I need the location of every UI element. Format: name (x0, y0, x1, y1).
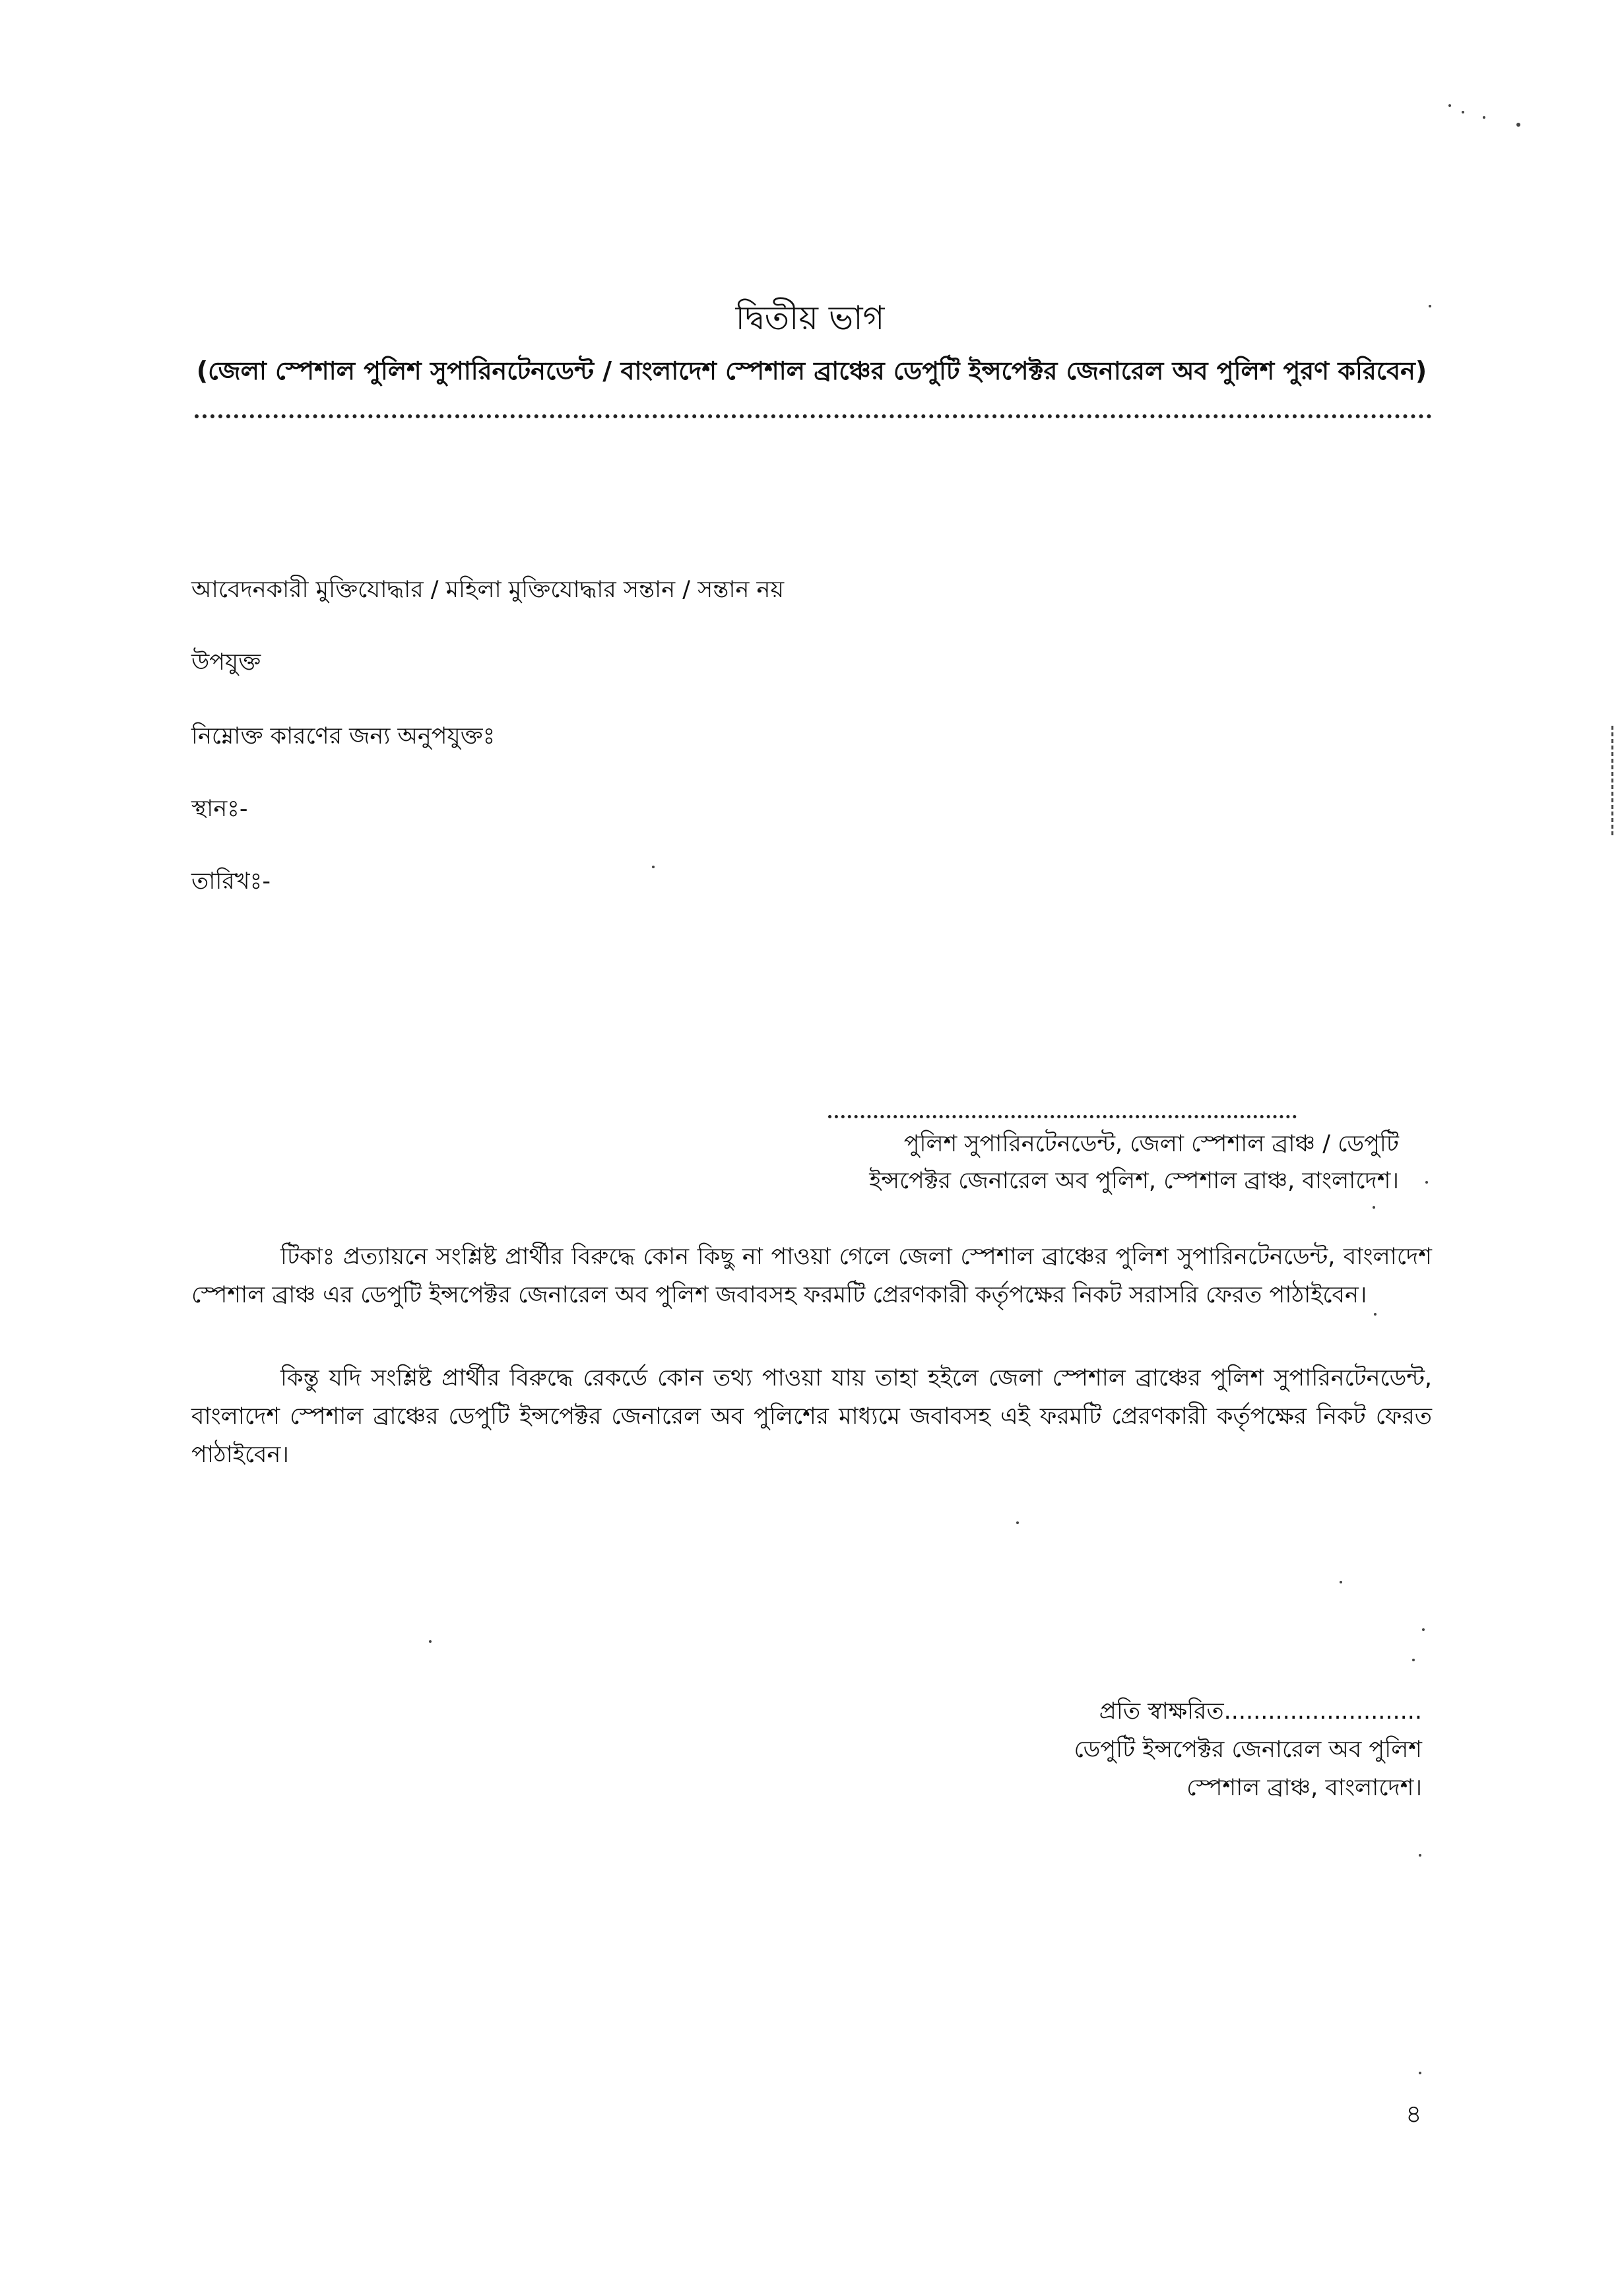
scan-speck (1425, 1181, 1428, 1184)
note-paragraph-1: টিকাঃ প্রত্যায়নে সংশ্লিষ্ট প্রার্থীর বিরুদ্ধে কোন কিছু না পাওয়া গেলে জেলা স্পেশাল ব্রাঞ্চের পুলিশ সুপারিনটেনডেন্ট, বাংলাদেশ স্পেশাল ব্রাঞ্চ এর ডেপুটি ইন্সপেক্টর জেনারেল অব পুলিশ জবাবসহ ফরমটি প্রেরণকারী কর্তৃপক্ষের নিকট সরাসরি ফেরত পাঠাইবেন। (191, 1244, 1432, 1308)
signatory-line-2: ইন্সপেক্টর জেনারেল অব পুলিশ, স্পেশাল ব্রাঞ্চ, বাংলাদেশ। (869, 1168, 1399, 1194)
counter-signature-label: প্রতি স্বাক্ষরিত........................... (1099, 1698, 1422, 1725)
eligible-field: উপযুক্ত (191, 649, 261, 676)
counter-signature-line-2: স্পেশাল ব্রাঞ্চ, বাংলাদেশ। (1186, 1775, 1422, 1801)
ineligible-reason-field: নিম্নোক্ত কারণের জন্য অনুপযুক্তঃ (191, 723, 496, 749)
signature-line (828, 1115, 1297, 1118)
dotted-divider (195, 414, 1432, 418)
margin-scan-mark (1611, 726, 1613, 838)
scan-speck (1412, 1659, 1415, 1661)
scan-speck (1448, 104, 1451, 107)
scan-speck (1419, 2072, 1421, 2074)
date-field: তারিখঃ- (191, 868, 271, 895)
scan-speck (652, 866, 655, 868)
scan-speck (429, 1640, 432, 1643)
scan-speck (1516, 123, 1520, 127)
scan-speck (1373, 1206, 1375, 1209)
applicant-status-field: আবেদনকারী মুক্তিযোদ্ধার / মহিলা মুক্তিযোদ্ধার সন্তান / সন্তান নয় (191, 577, 785, 603)
counter-signature-line-1: ডেপুটি ইন্সপেক্টর জেনারেল অব পুলিশ (1074, 1737, 1422, 1763)
signatory-line-1: পুলিশ সুপারিনটেনডেন্ট, জেলা স্পেশাল ব্রাঞ্চ / ডেপুটি (903, 1131, 1399, 1157)
page-title: দ্বিতীয় ভাগ (735, 299, 885, 337)
scan-speck (1340, 1581, 1342, 1583)
page-subtitle: (জেলা স্পেশাল পুলিশ সুপারিনটেনডেন্ট / বাংলাদেশ স্পেশাল ব্রাঞ্চের ডেপুটি ইন্সপেক্টর জেনারেল অব পুলিশ পুরণ করিবেন) (196, 356, 1427, 385)
scan-speck (1016, 1521, 1019, 1524)
page-number: ৪ (1406, 2099, 1422, 2128)
scan-speck (1462, 111, 1464, 113)
scan-speck (1419, 1854, 1421, 1857)
note-paragraph-2: কিন্তু যদি সংশ্লিষ্ট প্রার্থীর বিরুদ্ধে রেকর্ডে কোন তথ্য পাওয়া যায় তাহা হইলে জেলা স্পেশাল ব্রাঞ্চের পুলিশ সুপারিনটেনডেন্ট, বাংলাদেশ স্পেশাল ব্রাঞ্চের ডেপুটি ইন্সপেক্টর জেনারেল অব পুলিশের মাধ্যমে জবাবসহ এই ফরমটি প্রেরণকারী কর্তৃপক্ষের নিকট ফেরত পাঠাইবেন। (191, 1365, 1432, 1468)
place-field: স্থানঃ- (191, 796, 248, 822)
scan-speck (1422, 1628, 1425, 1631)
scan-speck (1483, 116, 1485, 119)
scan-speck (1374, 1313, 1377, 1316)
scan-speck (1429, 305, 1431, 307)
